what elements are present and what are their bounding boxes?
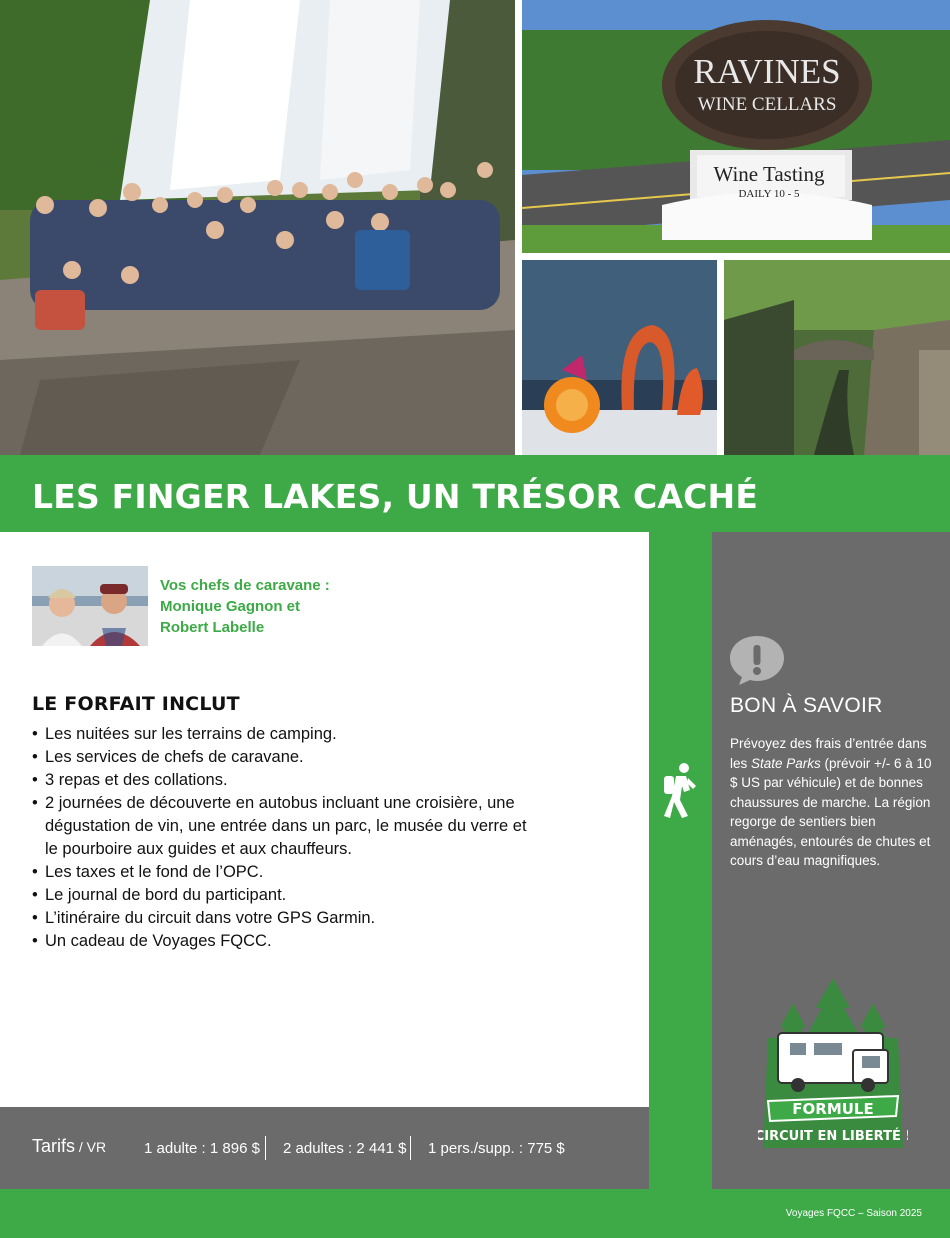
tarif-one-adult: 1 adulte : 1 896 $ bbox=[144, 1140, 260, 1157]
footer-text: Voyages FQCC – Saison 2025 bbox=[785, 1208, 922, 1219]
main-panel bbox=[0, 532, 649, 1107]
bullet: • bbox=[32, 909, 38, 927]
footer bbox=[0, 1189, 950, 1238]
list-item: • 2 journées de découverte en autobus incluant une croisière, une dégustation de vin, une entrée dans un parc, le musée du verre et le pourboire aux guides et aux chauffeurs. bbox=[32, 794, 527, 858]
bullet: • bbox=[32, 863, 38, 881]
leaders-line-3: Robert Labelle bbox=[160, 619, 265, 636]
list-item: • Les nuitées sur les terrains de camping. bbox=[32, 723, 532, 746]
bon-a-savoir-text: Prévoyez des frais d’entrée dans les State Parks (prévoir +/- 6 à 10 $ US par véhicule) et de bonnes chaussures de marche. La région regorge de sentiers bien aménagés, entourés de chutes et cours d’eau magnifiques. bbox=[730, 736, 932, 868]
gorge-photo bbox=[724, 260, 950, 455]
group-photo bbox=[0, 0, 515, 455]
list-item: • 3 repas et des collations. bbox=[32, 769, 532, 792]
leaders-line-1: Vos chefs de caravane : bbox=[160, 577, 330, 594]
wine-tasting-hours: DAILY 10 - 5 bbox=[738, 188, 800, 200]
bullet: • bbox=[32, 932, 38, 950]
bon-a-savoir-sidebar bbox=[712, 532, 950, 1189]
tarif-separator bbox=[410, 1136, 411, 1160]
list-item: • Les services de chefs de caravane. bbox=[32, 746, 532, 769]
list-item: • L’itinéraire du circuit dans votre GPS Garmin. bbox=[32, 907, 532, 930]
bullet: • bbox=[32, 886, 38, 904]
bullet: • bbox=[32, 794, 38, 812]
forfait-title: LE FORFAIT INCLUT bbox=[32, 693, 240, 715]
ravines-sign-line2: WINE CELLARS bbox=[697, 94, 837, 115]
list-item: • Le journal de bord du participant. bbox=[32, 884, 532, 907]
exclamation-bubble-icon bbox=[728, 634, 786, 686]
logo-word-circuit: CIRCUIT EN LIBERTÉ ! bbox=[758, 1129, 908, 1144]
leaders-line-2: Monique Gagnon et bbox=[160, 598, 300, 615]
forfait-list bbox=[32, 723, 532, 953]
formule-circuit-logo bbox=[758, 978, 908, 1153]
tarif-two-adults: 2 adultes : 2 441 $ bbox=[283, 1140, 407, 1157]
ravines-photo bbox=[522, 0, 950, 253]
tarifs-bar bbox=[0, 1107, 649, 1189]
tarifs-label: Tarifs / VR bbox=[32, 1136, 107, 1156]
hiker-icon bbox=[660, 760, 700, 820]
caravan-leaders bbox=[160, 575, 330, 638]
ravines-sign-line1: RAVINES bbox=[693, 52, 841, 91]
title-band bbox=[0, 455, 950, 532]
tarif-separator bbox=[265, 1136, 266, 1160]
list-item: • Les taxes et le fond de l’OPC. bbox=[32, 861, 532, 884]
bullet: • bbox=[32, 771, 38, 789]
bullet: • bbox=[32, 725, 38, 743]
bullet: • bbox=[32, 748, 38, 766]
wine-tasting-sign: Wine Tasting bbox=[713, 162, 825, 186]
logo-word-formule: FORMULE bbox=[792, 1100, 874, 1118]
tarif-extra-person: 1 pers./supp. : 775 $ bbox=[428, 1140, 565, 1157]
glass-museum-photo bbox=[522, 260, 717, 455]
list-item: • Un cadeau de Voyages FQCC. bbox=[32, 930, 532, 953]
bon-a-savoir-title: BON À SAVOIR bbox=[730, 694, 883, 717]
page-title: LES FINGER LAKES, UN TRÉSOR CACHÉ bbox=[32, 477, 759, 516]
leaders-photo bbox=[32, 566, 148, 646]
